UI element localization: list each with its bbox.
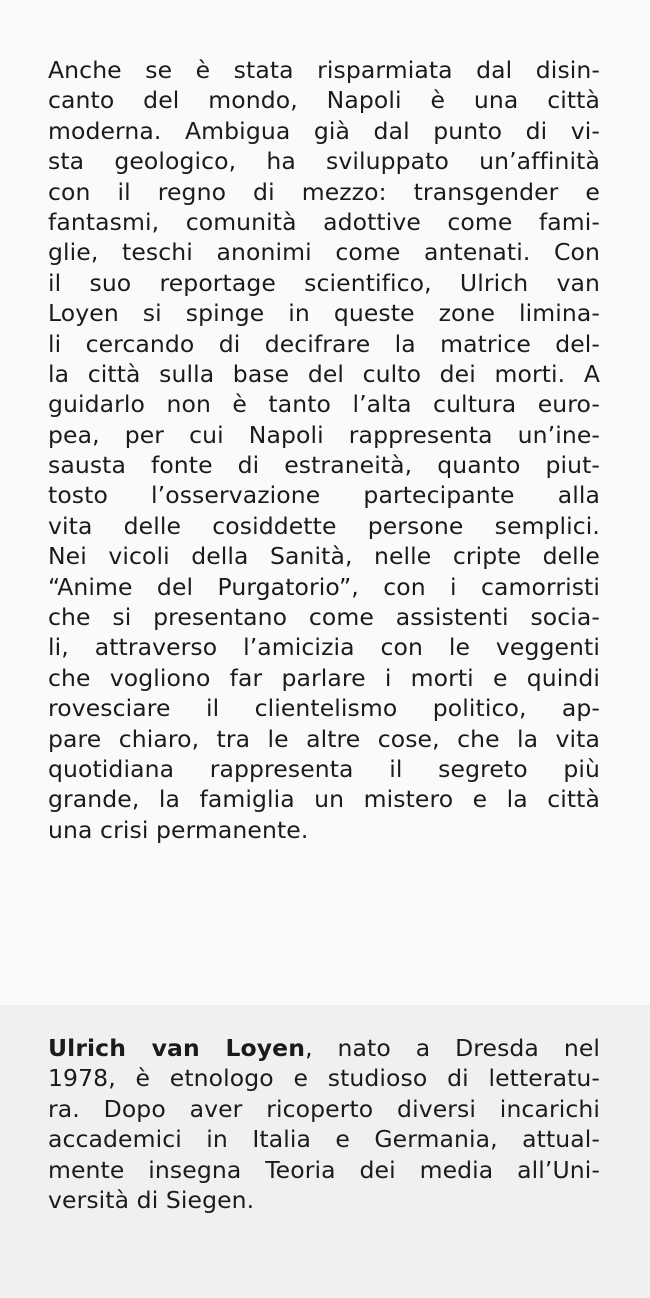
author-bio <box>48 1033 600 1215</box>
description-line: rovesciare il clientelismo politico, ap- <box>48 694 600 723</box>
book-description <box>48 55 600 845</box>
description-line: la città sulla base del culto dei morti. A <box>48 359 600 388</box>
description-line: vita delle cosiddette persone semplici. <box>48 511 600 540</box>
description-line: guidarlo non è tanto l’alta cultura euro- <box>48 390 600 419</box>
description-line: glie, teschi anonimi come antenati. Con <box>48 238 600 267</box>
author-bio-line: 1978, è etnologo e studioso di letteratu- <box>48 1064 600 1093</box>
description-line: fantasmi, comunità adottive come fami- <box>48 207 600 236</box>
description-line: “Anime del Purgatorio”, con i camorristi <box>48 572 600 601</box>
description-line: moderna. Ambigua già dal punto di vi- <box>48 116 600 145</box>
description-line: Nei vicoli della Sanità, nelle cripte delle <box>48 542 600 571</box>
description-line: li cercando di decifrare la matrice del- <box>48 329 600 358</box>
description-line: che si presentano come assistenti socia- <box>48 603 600 632</box>
author-bio-line: mente insegna Teoria dei media all’Uni- <box>48 1155 600 1184</box>
description-line: il suo reportage scientifico, Ulrich van <box>48 268 600 297</box>
description-line: li, attraverso l’amicizia con le veggenti <box>48 633 600 662</box>
description-line: con il regno di mezzo: transgender e <box>48 177 600 206</box>
description-line: che vogliono far parlare i morti e quindi <box>48 663 600 692</box>
description-line: quotidiana rappresenta il segreto più <box>48 754 600 783</box>
description-line: grande, la famiglia un mistero e la città <box>48 785 600 814</box>
description-line: pea, per cui Napoli rappresenta un’ine- <box>48 420 600 449</box>
description-line: Loyen si spinge in queste zone limina- <box>48 299 600 328</box>
description-line: canto del mondo, Napoli è una città <box>48 86 600 115</box>
description-line: sausta fonte di estraneità, quanto piut- <box>48 451 600 480</box>
author-bio-first-line-rest: , nato a Dresda nel <box>305 1034 601 1062</box>
description-line: una crisi permanente. <box>48 815 309 844</box>
description-line: Anche se è stata risparmiata dal disin- <box>48 56 600 84</box>
author-bio-line: accademici in Italia e Germania, attual- <box>48 1125 600 1154</box>
description-line: pare chiaro, tra le altre cose, che la vita <box>48 724 600 753</box>
description-line: tosto l’osservazione partecipante alla <box>48 481 600 510</box>
author-bio-first-line <box>48 1033 600 1063</box>
author-bio-line: versità di Siegen. <box>48 1185 255 1214</box>
author-name: Ulrich van Loyen <box>48 1034 306 1062</box>
description-line: sta geologico, ha sviluppato un’affinità <box>48 147 600 176</box>
author-bio-line: ra. Dopo aver ricoperto diversi incarichi <box>48 1094 600 1123</box>
